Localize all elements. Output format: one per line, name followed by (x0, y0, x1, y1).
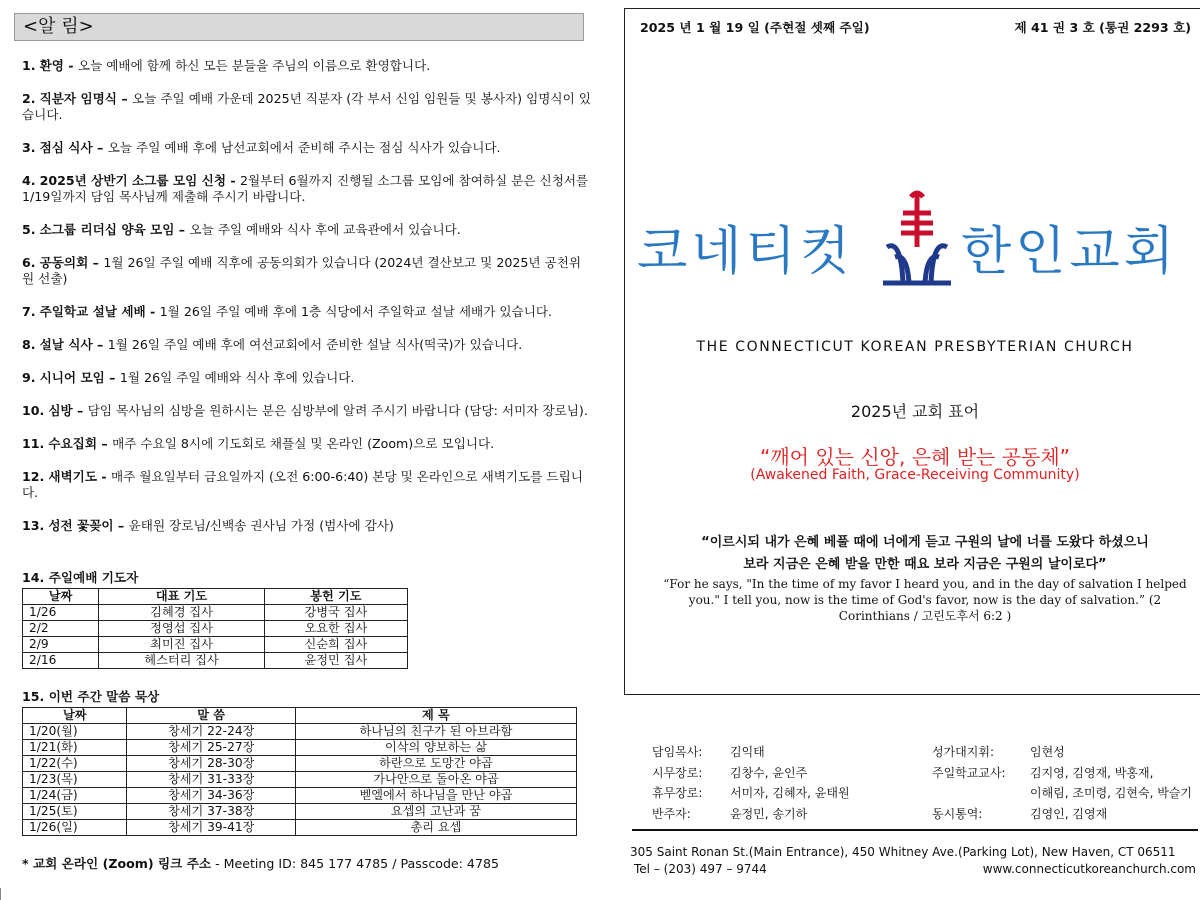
notice-title: 직분자 임명식 (39, 91, 117, 106)
prayer-table (22, 588, 408, 669)
column-header: 말 씀 (127, 708, 295, 724)
verse-korean-line1: “이르시되 내가 은혜 베풀 때에 너에게 듣고 구원의 날에 너를 도왔다 하셨으니 (701, 535, 1149, 550)
notice-number: 8. (22, 337, 36, 352)
notice-number: 13. (22, 518, 45, 533)
table-row (23, 756, 577, 772)
notice-separator: - (63, 58, 78, 73)
address-line: 305 Saint Ronan St.(Main Entrance), 450 Whitney Ave.(Parking Lot), New Haven, CT 06511 (630, 845, 1176, 859)
table-cell: 1/23(목) (23, 772, 127, 788)
notice-item (22, 173, 592, 205)
notice-separator: - (226, 173, 240, 188)
notice-separator: – (72, 403, 88, 418)
zoom-label: * 교회 온라인 (Zoom) 링크 주소 (22, 856, 212, 871)
notice-text: 매주 수요일 8시에 기도회로 채플실 및 온라인 (Zoom)으로 모입니다. (112, 436, 495, 451)
notice-title: 환영 (39, 58, 64, 73)
cut-mark (0, 888, 3, 900)
staff-role: 반주자: (652, 806, 691, 821)
table-cell: 가나안으로 돌아온 야곱 (295, 772, 576, 788)
notice-text: 오늘 주일 예배 가운데 2025년 직분자 (각 부서 신임 임원들 및 봉사자) 임명식이 있습니다. (22, 91, 591, 122)
table-cell: 벧엘에서 하나님을 만난 야곱 (295, 788, 576, 804)
table-row (23, 637, 408, 653)
table-cell: 총리 요셉 (295, 820, 576, 836)
notice-separator: - (97, 469, 111, 484)
notice-number: 2. (22, 91, 36, 106)
notice-item (22, 518, 592, 534)
table-cell: 창세기 31-33장 (127, 772, 295, 788)
notice-separator: – (92, 337, 108, 352)
table-row (23, 772, 577, 788)
motto: “깨어 있는 신앙, 은혜 받는 공동체” (759, 445, 1071, 469)
staff-role: 시무장로: (652, 765, 703, 780)
notice-text: 1월 26일 주일 예배 후에 1층 식당에서 주일학교 설날 세배가 있습니다. (159, 304, 553, 319)
notice-number: 3. (22, 140, 36, 155)
notice-number: 1. (22, 58, 36, 73)
motto-title: 2025년 교회 표어 (850, 402, 980, 421)
notice-title: 공동의회 (39, 255, 89, 270)
notice-item (22, 140, 592, 156)
notice-item (22, 403, 592, 419)
staff-row (652, 763, 850, 784)
table-cell: 1/26(일) (23, 820, 127, 836)
notice-item (22, 222, 592, 238)
notice-item (22, 436, 592, 452)
table-cell: 창세기 34-36장 (127, 788, 295, 804)
notice-title: 심방 (48, 403, 73, 418)
prayer-title: 14. 주일예배 기도자 (22, 570, 139, 585)
table-cell: 1/20(월) (23, 724, 127, 740)
staff-role: 동시통역: (932, 806, 983, 821)
notice-text: 담임 목사님의 심방을 원하시는 분은 심방부에 알려 주시기 바랍니다 (담당: 서미자 장로님). (87, 403, 588, 418)
table-cell: 하란으로 도망간 야곱 (295, 756, 576, 772)
notice-separator: – (174, 222, 190, 237)
notice-item (22, 337, 592, 353)
table-cell: 요셉의 고난과 꿈 (295, 804, 576, 820)
table-row (23, 653, 408, 669)
table-row (23, 820, 577, 836)
staff-right (932, 742, 1192, 824)
staff-role: 주일학교교사: (932, 765, 1006, 780)
staff-role: 휴무장로: (652, 786, 703, 800)
notice-item (22, 469, 592, 501)
notice-item (22, 91, 592, 123)
english-church-name: THE CONNECTICUT KOREAN PRESBYTERIAN CHURCH (696, 339, 1134, 355)
staff-names: 윤정민, 송기하 (730, 806, 808, 821)
church-name-right: 한인교회 (961, 222, 1178, 282)
notice-title: 수요집회 (48, 436, 97, 451)
staff-row (652, 804, 850, 825)
table-cell: 1/22(수) (23, 756, 127, 772)
notice-title: 시니어 모임 (39, 370, 105, 385)
cover-panel (624, 8, 1200, 695)
notice-item (22, 304, 592, 320)
staff-row (932, 742, 1192, 763)
zoom-info (22, 853, 499, 872)
bulletin-volume: 제 41 권 3 호 (통권 2293 호) (1014, 20, 1191, 35)
notice-title: 주일학교 설날 세배 (39, 304, 146, 319)
table-cell: 이삭의 양보하는 삶 (295, 740, 576, 756)
bulletin-date: 2025 년 1 월 19 일 (주현절 셋째 주일) (640, 20, 870, 35)
verse-korean-line2: 보라 지금은 은혜 받을 만한 때요 보라 지금은 구원의 날이로다” (743, 557, 1107, 572)
notice-text: 1월 26일 주일 예배 직후에 공동의회가 있습니다 (2024년 결산보고 및 2025년 공천위원 선출) (22, 255, 582, 286)
table-cell: 강병국 집사 (264, 605, 407, 621)
notice-number: 4. (22, 173, 36, 188)
footer-divider (632, 829, 1198, 831)
notice-text: 오늘 예배에 함께 하신 모든 분들을 주님의 이름으로 환영합니다. (77, 58, 431, 73)
table-row (23, 724, 577, 740)
table-cell: 윤정민 집사 (264, 653, 407, 669)
verse-korean (645, 532, 1200, 576)
staff-row (932, 804, 1192, 825)
table-row (23, 740, 577, 756)
table-row (23, 788, 577, 804)
column-header: 날짜 (23, 589, 99, 605)
motto-english: (Awakened Faith, Grace-Receiving Community) (750, 467, 1080, 483)
notice-separator: – (104, 370, 120, 385)
church-name-left: 코네티컷 (637, 222, 854, 282)
table-cell: 창세기 22-24장 (127, 724, 295, 740)
notice-number: 11. (22, 436, 45, 451)
notice-number: 9. (22, 370, 36, 385)
table-cell: 창세기 37-38장 (127, 804, 295, 820)
notice-text: 매주 월요일부터 금요일까지 (오전 6:00-6:40) 본당 및 온라인으로 새벽기도를 드립니다. (22, 469, 583, 500)
notices-header: <알 림> (14, 13, 584, 41)
table-cell: 1/21(화) (23, 740, 127, 756)
notice-title: 점심 식사 (39, 140, 93, 155)
notice-title: 새벽기도 (48, 469, 97, 484)
notice-title: 2025년 상반기 소그룹 모임 신청 (39, 173, 226, 188)
telephone: Tel – (203) 497 – 9744 (634, 862, 767, 876)
table-cell: 최미진 집사 (99, 637, 264, 653)
table-cell: 1/26 (23, 605, 99, 621)
table-cell: 1/25(토) (23, 804, 127, 820)
table-row (23, 804, 577, 820)
notice-text: 오늘 주일 예배 후에 남선교회에서 준비해 주시는 점심 식사가 있습니다. (107, 140, 501, 155)
staff-names: 서미자, 김혜자, 윤태원 (730, 786, 850, 800)
verse-english: “For he says, "In the time of my favor I heard you, and in the day of salvation I helped you." I tell you, now is the time of God's favor, now is the day of salvation.” (2 Corinthians / 고린도후서 6:2 ) (663, 577, 1187, 623)
table-cell: 창세기 28-30장 (127, 756, 295, 772)
notice-separator: - (145, 304, 160, 319)
staff-role: 성가대지휘: (932, 745, 995, 759)
table-cell: 하나님의 친구가 된 아브라함 (295, 724, 576, 740)
notice-item (22, 370, 592, 386)
notice-number: 5. (22, 222, 36, 237)
meditation-title: 15. 이번 주간 말씀 묵상 (22, 689, 160, 704)
column-header: 봉헌 기도 (264, 589, 407, 605)
table-cell: 헤스터리 집사 (99, 653, 264, 669)
notice-text: 2월부터 6월까지 진행될 소그룹 모임에 참여하실 분은 신청서를 1/19일까지 담임 목사님께 제출해 주시기 바랍니다. (22, 173, 589, 204)
notice-number: 10. (22, 403, 45, 418)
staff-names: 김지영, 김영재, 박홍재, (1030, 765, 1154, 780)
meditation-section (22, 686, 577, 836)
table-cell: 2/2 (23, 621, 99, 637)
notice-separator: – (88, 255, 104, 270)
notices-list (22, 58, 592, 551)
staff-names: 김익태 (730, 745, 765, 759)
meditation-table (22, 707, 577, 836)
notice-text: 1월 26일 주일 예배와 식사 후에 있습니다. (119, 370, 355, 385)
footer-address (630, 844, 1196, 878)
notice-item (22, 58, 592, 74)
notice-text: 윤태원 장로님/신백송 권사님 가정 (범사에 감사) (128, 518, 394, 533)
staff-role: 담임목사: (652, 745, 703, 759)
notice-title: 설날 식사 (39, 337, 93, 352)
notice-number: 12. (22, 469, 45, 484)
staff-names: 김영인, 김영재 (1030, 806, 1108, 821)
table-cell: 창세기 25-27장 (127, 740, 295, 756)
notice-title: 소그룹 리더십 양육 모임 (39, 222, 175, 237)
table-cell: 1/24(금) (23, 788, 127, 804)
notice-number: 6. (22, 255, 36, 270)
staff-names: 이해림, 조미령, 김현숙, 박슬기 (1030, 786, 1192, 800)
table-cell: 신순희 집사 (264, 637, 407, 653)
notice-title: 성전 꽃꽂이 (48, 518, 114, 533)
notice-item (22, 255, 592, 287)
church-logo-icon (881, 187, 953, 291)
notice-separator: – (116, 91, 133, 106)
table-row (23, 621, 408, 637)
staff-row (932, 783, 1192, 804)
website-link[interactable]: www.connecticutkoreanchurch.com (982, 862, 1196, 876)
column-header: 날짜 (23, 708, 127, 724)
staff-names: 김창수, 윤인주 (730, 765, 808, 780)
staff-row (652, 742, 850, 763)
notice-separator: – (97, 436, 113, 451)
notice-separator: – (113, 518, 129, 533)
column-header: 제 목 (295, 708, 576, 724)
staff-row (932, 763, 1192, 784)
table-cell: 정영섭 집사 (99, 621, 264, 637)
table-cell: 2/16 (23, 653, 99, 669)
column-header: 대표 기도 (99, 589, 264, 605)
staff-left (652, 742, 850, 824)
table-cell: 김혜경 집사 (99, 605, 264, 621)
table-cell: 창세기 39-41장 (127, 820, 295, 836)
table-cell: 오요한 집사 (264, 621, 407, 637)
staff-row (652, 783, 850, 804)
notice-separator: – (92, 140, 108, 155)
zoom-details: - Meeting ID: 845 177 4785 / Passcode: 4785 (211, 856, 499, 871)
notice-text: 1월 26일 주일 예배 후에 여선교회에서 준비한 설날 식사(떡국)가 있습니다. (107, 337, 523, 352)
prayer-section (22, 567, 408, 669)
staff-names: 임현성 (1030, 745, 1065, 759)
table-row (23, 605, 408, 621)
notice-number: 7. (22, 304, 36, 319)
table-cell: 2/9 (23, 637, 99, 653)
notice-text: 오늘 주일 예배와 식사 후에 교육관에서 있습니다. (189, 222, 461, 237)
